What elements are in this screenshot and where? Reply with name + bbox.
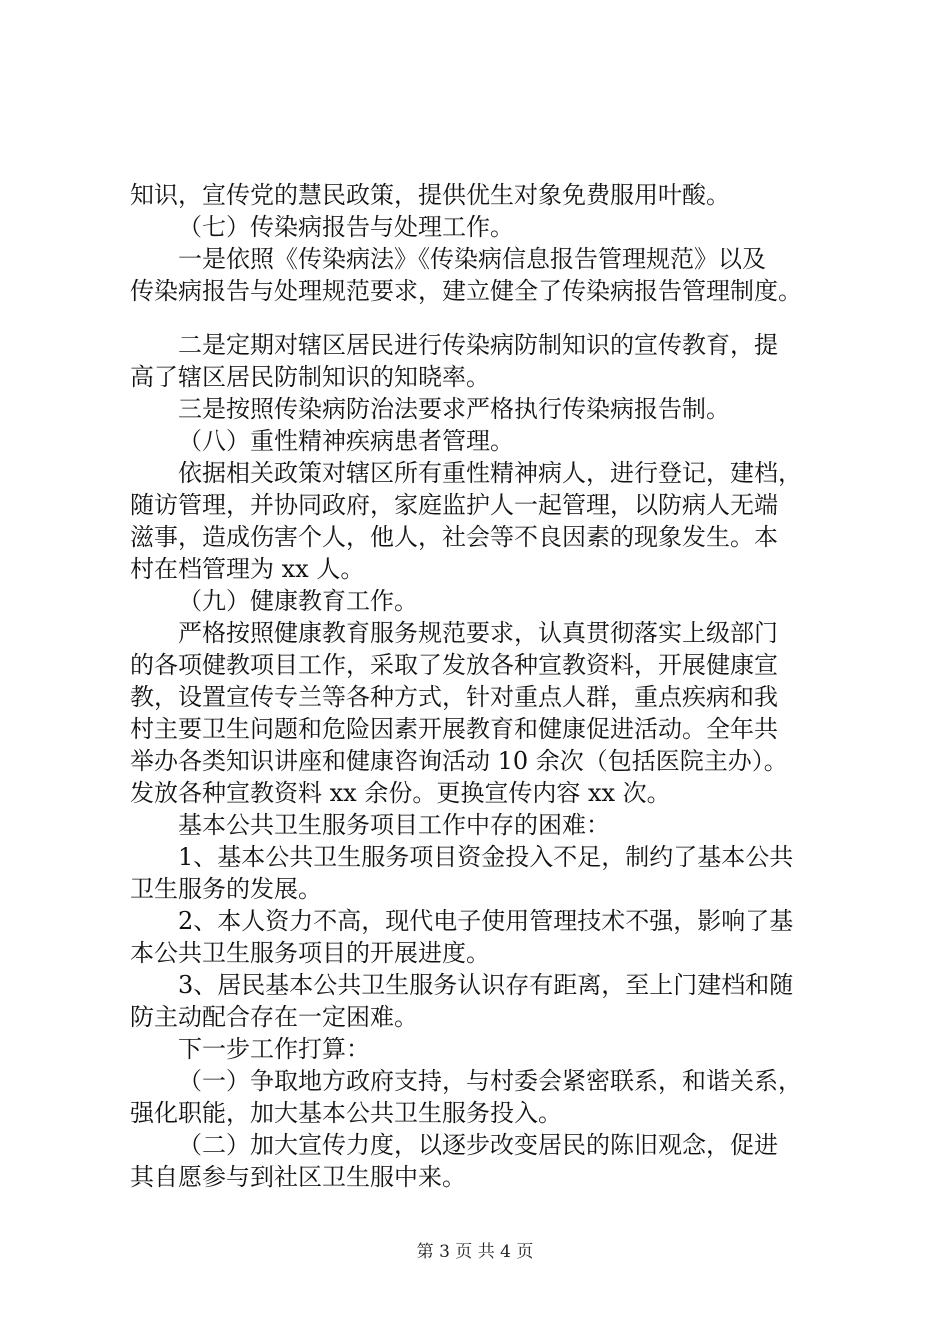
body-text-line: 三是按照传染病防治法要求严格执行传染病报告制。 — [178, 395, 730, 423]
body-text-line: 2、本人资力不高，现代电子使用管理技术不强，影响了基 — [178, 907, 794, 935]
body-text-line: 强化职能，加大基本公共卫生服务投入。 — [130, 1099, 562, 1127]
body-text-line: 其自愿参与到社区卫生服中来。 — [130, 1163, 466, 1191]
body-text-line: 举办各类知识讲座和健康咨询活动 10 余次（包括医院主办）。 — [130, 747, 788, 775]
body-text-line: 滋事，造成伤害个人，他人，社会等不良因素的现象发生。本 — [130, 523, 778, 551]
body-text-line: 严格按照健康教育服务规范要求，认真贯彻落实上级部门 — [178, 619, 778, 647]
section-heading: 基本公共卫生服务项目工作中存的困难： — [178, 811, 610, 839]
body-text-line: 村主要卫生问题和危险因素开展教育和健康促进活动。全年共 — [130, 715, 778, 743]
body-text-line: 知识，宣传党的慧民政策，提供优生对象免费服用叶酸。 — [130, 181, 730, 209]
body-text-line: 的各项健教项目工作，采取了发放各种宣教资料，开展健康宣 — [130, 651, 778, 679]
body-text-line: （二）加大宣传力度，以逐步改变居民的陈旧观念，促进 — [178, 1131, 778, 1159]
body-text-line: （一）争取地方政府支持，与村委会紧密联系，和谐关系， — [178, 1067, 802, 1095]
page-footer: 第 3 页 共 4 页 — [416, 1242, 534, 1262]
section-heading: （七）传染病报告与处理工作。 — [178, 213, 514, 241]
body-text-line: 二是定期对辖区居民进行传染病防制知识的宣传教育，提 — [178, 331, 778, 359]
body-text-line: 发放各种宣教资料 xx 余份。更换宣传内容 xx 次。 — [130, 779, 671, 807]
body-text-line: 防主动配合存在一定困难。 — [130, 1003, 418, 1031]
body-text-line: 依据相关政策对辖区所有重性精神病人，进行登记，建档， — [178, 459, 802, 487]
section-heading: （八）重性精神疾病患者管理。 — [178, 427, 514, 455]
body-text-line: 3、居民基本公共卫生服务认识存有距离，至上门建档和随 — [178, 971, 794, 999]
section-heading: 下一步工作打算： — [178, 1035, 370, 1063]
section-heading: （九）健康教育工作。 — [178, 587, 418, 615]
body-text-line: 随访管理，并协同政府，家庭监护人一起管理，以防病人无端 — [130, 491, 778, 519]
body-text-line: 一是依照《传染病法》《传染病信息报告管理规范》以及 — [178, 245, 766, 273]
body-text-line: 高了辖区居民防制知识的知晓率。 — [130, 363, 490, 391]
body-text-line: 卫生服务的发展。 — [130, 875, 322, 903]
body-text-line: 本公共卫生服务项目的开展进度。 — [130, 939, 490, 967]
body-text-line: 传染病报告与处理规范要求，建立健全了传染病报告管理制度。 — [130, 277, 802, 305]
body-text-line: 1、基本公共卫生服务项目资金投入不足，制约了基本公共 — [178, 843, 794, 871]
body-text-line: 村在档管理为 xx 人。 — [130, 555, 365, 583]
body-text-line: 教，设置宣传专兰等各种方式，针对重点人群，重点疾病和我 — [130, 683, 778, 711]
